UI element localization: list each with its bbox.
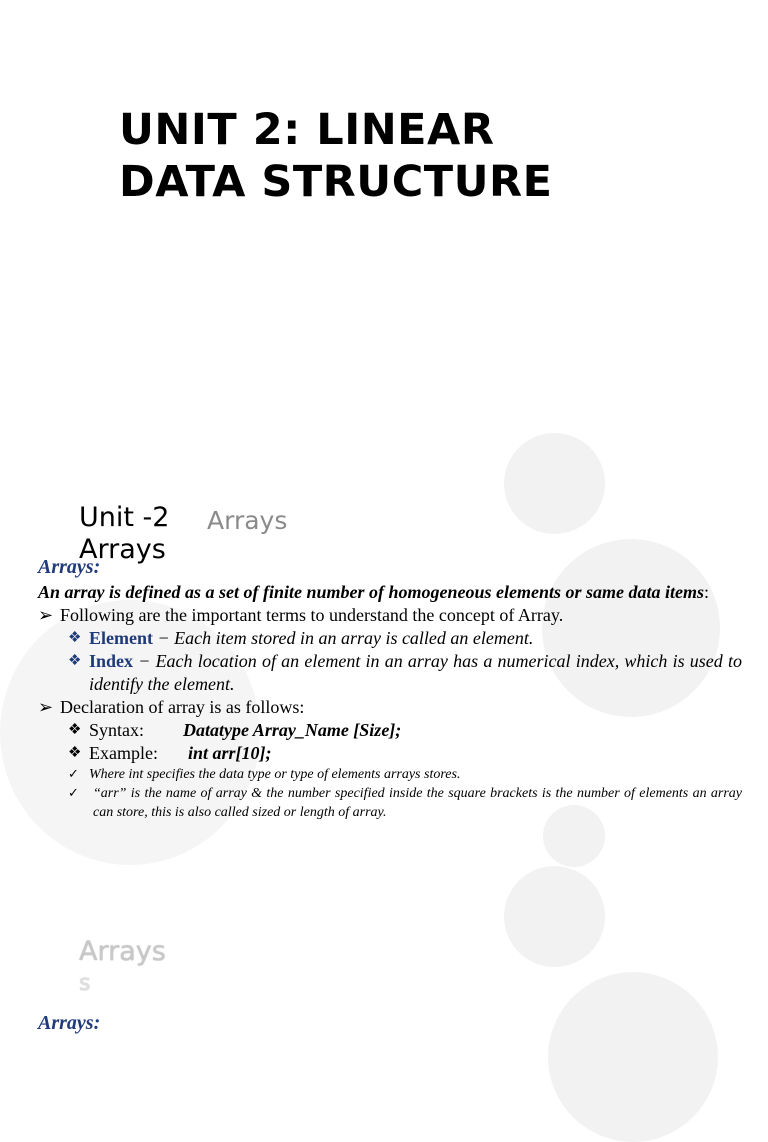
- checkmark-icon: ✓: [68, 785, 79, 800]
- syntax-value: Datatype Array_Name [Size];: [183, 720, 402, 740]
- checkmark-icon: ✓: [68, 766, 79, 781]
- arrowhead-bullet-icon: ➢: [38, 697, 54, 717]
- list-item: [38, 696, 742, 719]
- bullet-text: Declaration of array is as follows:: [60, 697, 305, 717]
- definition-text: An array is defined as a set of finite number of homogeneous elements or same data items: [38, 582, 705, 602]
- slide-3-header: [79, 936, 166, 1000]
- list-item: [38, 604, 742, 627]
- index-description: − Each location of an element in an array has a numerical index, which is used to identify the element.: [89, 651, 742, 694]
- bullet-text: Following are the important terms to understand the concept of Array.: [60, 605, 564, 625]
- arrowhead-bullet-icon: ➢: [38, 605, 54, 625]
- diamond-bullet-icon: ❖: [68, 722, 82, 738]
- slide-header-line-2: Arrays: [79, 534, 166, 565]
- slide-overlay-title: Arrays: [207, 506, 288, 535]
- element-description: − Each item stored in an array is called an element.: [152, 628, 534, 648]
- decorative-circle: [548, 972, 718, 1142]
- decorative-circle: [504, 866, 605, 967]
- title-line-2: DATA STRUCTURE: [119, 157, 553, 207]
- page-title: [119, 104, 679, 208]
- slide-content: [38, 556, 742, 822]
- slide-3-section-title: Arrays:: [38, 1012, 101, 1034]
- list-item: [38, 742, 742, 765]
- slide-header-line-1: Unit -2: [79, 502, 170, 533]
- array-definition: [38, 581, 742, 604]
- diamond-bullet-icon: ❖: [68, 653, 82, 669]
- title-line-1: UNIT 2: LINEAR: [119, 105, 495, 155]
- index-term: Index: [89, 651, 134, 671]
- list-item: [38, 719, 742, 742]
- element-term: Element: [89, 628, 153, 648]
- decorative-circle: [504, 433, 605, 534]
- list-item: [38, 627, 742, 650]
- slide-3-header-line-2: s: [79, 971, 91, 996]
- diamond-bullet-icon: ❖: [68, 630, 82, 646]
- slide-3-header-line-1: Arrays: [79, 936, 166, 967]
- example-value: int arr[10];: [188, 743, 272, 763]
- syntax-label: Syntax:: [89, 720, 145, 740]
- example-label: Example:: [89, 743, 158, 763]
- check-text: Where int specifies the data type or type of elements arrays stores.: [89, 767, 461, 782]
- diamond-bullet-icon: ❖: [68, 745, 82, 761]
- section-title: Arrays:: [38, 556, 101, 578]
- definition-colon: :: [704, 582, 710, 602]
- list-item: [38, 765, 742, 784]
- check-text: “arr” is the name of array & the number specified inside the square brackets is the number of elements an array can store, this is also called sized or length of array.: [93, 786, 742, 820]
- list-item: [38, 784, 742, 822]
- list-item: [38, 650, 742, 696]
